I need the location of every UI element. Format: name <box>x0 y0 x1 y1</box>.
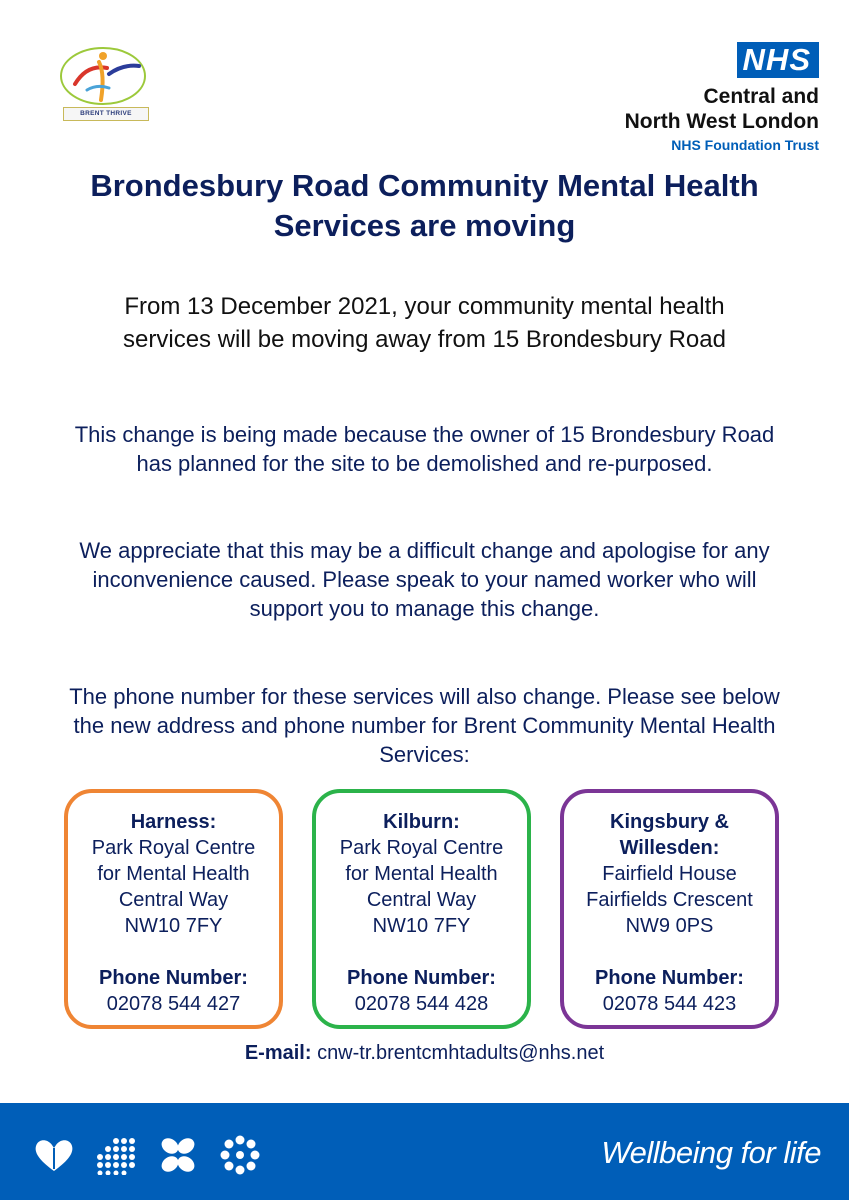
address-line: Central Way <box>366 889 477 911</box>
email-address-link[interactable]: cnw-tr.brentcmhtadults@nhs.net <box>317 1042 605 1064</box>
email-label: E-mail: <box>244 1042 312 1064</box>
address-line: Park Royal Centre <box>91 837 256 859</box>
address-line: NW10 7FY <box>124 915 223 937</box>
address-line: NW9 0PS <box>625 915 714 937</box>
address-line: Fairfields Crescent <box>586 889 753 911</box>
brent-thrive-emblem-icon <box>57 44 153 108</box>
nhs-trust-name: NHS Foundation Trust <box>671 137 819 153</box>
phone-label: Phone Number: <box>99 967 248 989</box>
nhs-badge: NHS <box>737 42 819 78</box>
address-line: NW10 7FY <box>372 915 471 937</box>
nhs-org-name <box>559 84 819 134</box>
phone-label: Phone Number: <box>347 967 496 989</box>
email-line <box>0 1042 849 1065</box>
phone-change-paragraph: The phone number for these services will also change. Please see below the new address and phone number for Brent Community Mental Health Services: <box>69 684 780 767</box>
location-name-line1: Kingsbury & <box>610 811 729 833</box>
address-line: Central Way <box>118 889 229 911</box>
brent-thrive-logo <box>57 44 153 124</box>
brent-thrive-caption: BRENT THRIVE <box>63 107 149 121</box>
location-card-harness <box>64 789 283 1029</box>
footer-bar <box>0 1103 849 1200</box>
pinwheel-icon <box>156 1135 200 1175</box>
nhs-logo <box>559 42 819 154</box>
footer-icons <box>32 1135 262 1175</box>
dots-grid-icon <box>94 1135 138 1175</box>
apology-paragraph: We appreciate that this may be a difficult change and apologise for any inconvenience caused. Please speak to your named worker who will support you to manage this change. <box>79 538 770 621</box>
location-name: Harness: <box>130 811 217 833</box>
location-card-kilburn <box>312 789 531 1029</box>
address-line: for Mental Health <box>97 863 250 885</box>
flower-icon <box>218 1135 262 1175</box>
location-name-line2: Willesden: <box>619 837 720 859</box>
phone-number[interactable]: 02078 544 427 <box>106 993 241 1015</box>
location-name: Kilburn: <box>383 811 460 833</box>
reason-paragraph: This change is being made because the owner of 15 Brondesbury Road has planned for the site to be demolished and re-purposed. <box>74 422 775 476</box>
address-line: Park Royal Centre <box>339 837 504 859</box>
phone-label: Phone Number: <box>595 967 744 989</box>
address-line: for Mental Health <box>345 863 498 885</box>
page-title: Brondesbury Road Community Mental Health Services are moving <box>90 168 759 243</box>
footer-tagline: Wellbeing for life <box>601 1135 821 1170</box>
address-line: Fairfield House <box>602 863 737 885</box>
nhs-org-line1: Central and <box>703 85 819 108</box>
heart-hands-icon <box>32 1135 76 1175</box>
nhs-org-line2: North West London <box>624 110 819 133</box>
phone-number[interactable]: 02078 544 423 <box>602 993 737 1015</box>
lead-paragraph: From 13 December 2021, your community mental health services will be moving away from 15 Brondesbury Road <box>123 293 726 353</box>
phone-number[interactable]: 02078 544 428 <box>354 993 489 1015</box>
location-card-kingsbury-willesden <box>560 789 779 1029</box>
